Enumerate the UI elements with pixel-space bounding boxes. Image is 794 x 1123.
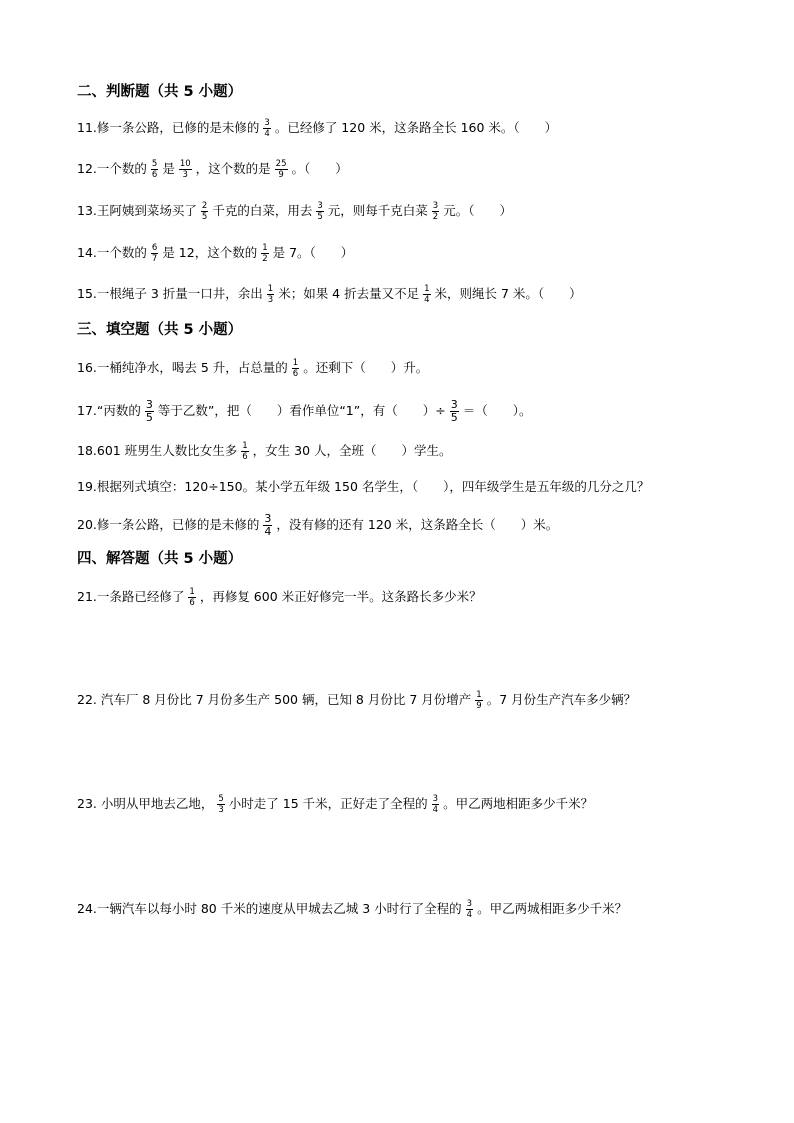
question-14 (77, 243, 353, 264)
q12-text-e: 。（ ） (291, 161, 348, 176)
q12-fraction-1 (151, 159, 158, 180)
numerator: 5 (218, 794, 224, 804)
question-16 (77, 358, 428, 379)
denominator: 7 (151, 254, 158, 264)
q21-fraction (188, 587, 195, 608)
q14-text-a: 14.一个数的 (77, 245, 147, 260)
question-20 (77, 513, 558, 538)
q13-text-b: 千克的白菜，用去 (212, 203, 313, 218)
q22-text-b: 。7 月份生产汽车多少辆？ (486, 692, 637, 707)
question-17 (77, 399, 531, 424)
numerator: 1 (242, 441, 248, 451)
q20-fraction (263, 513, 272, 538)
q17-fraction-1 (145, 399, 154, 424)
q15-text-a: 15.一根绳子 3 折量一口井，余出 (77, 286, 263, 301)
q20-text-a: 20.修一条公路，已修的是未修的 (77, 517, 260, 532)
q11-fraction (263, 118, 270, 139)
q23-text-c: 。甲乙两地相距多少千米？ (443, 796, 594, 811)
question-21 (77, 587, 482, 608)
numerator: 3 (432, 794, 439, 804)
q20-text-b: ，没有修的还有 120 米，这条路全长（ ）米。 (276, 517, 559, 532)
numerator: 3 (432, 201, 439, 211)
q17-fraction-2 (450, 399, 459, 424)
q13-fraction-3 (432, 201, 439, 222)
q17-text-c: ＝（ ）。 (462, 403, 532, 418)
denominator: 4 (264, 525, 272, 538)
denominator: 4 (264, 129, 270, 139)
q18-text-a: 18.601 班男生人数比女生多 (77, 443, 238, 458)
numerator: 3 (264, 118, 270, 128)
denominator: 5 (145, 411, 153, 424)
denominator: 3 (182, 170, 188, 180)
q18-text-b: ，女生 30 人，全班（ ）学生。 (252, 443, 452, 458)
q14-fraction-2 (261, 243, 268, 264)
denominator: 9 (278, 170, 284, 180)
numerator: 1 (189, 587, 195, 597)
q15-text-b: 米；如果 4 折去量又不足 (278, 286, 420, 301)
q15-text-c: 米，则绳长 7 米。（ ） (434, 286, 582, 301)
q22-text-a: 22. 汽车厂 8 月份比 7 月份多生产 500 辆，已知 8 月份比 7 月份增产 (77, 692, 472, 707)
q17-text-a: 17.“丙数的 (77, 403, 141, 418)
q12-fraction-3 (275, 159, 288, 180)
q18-fraction (241, 441, 248, 462)
numerator: 25 (275, 159, 287, 169)
q19-text-a: 19.根据列式填空：120÷150。某小学五年级 150 名学生，（ ），四年级学生是五年级的几分之几？ (77, 479, 650, 494)
denominator: 3 (267, 295, 274, 305)
question-23 (77, 794, 593, 815)
denominator: 6 (242, 452, 248, 462)
numerator: 1 (262, 243, 268, 253)
denominator: 5 (317, 212, 323, 222)
q13-fraction-1 (201, 201, 208, 222)
q23-fraction-1 (217, 794, 224, 815)
denominator: 5 (201, 212, 208, 222)
q22-fraction (475, 690, 482, 711)
numerator: 3 (145, 398, 153, 411)
q14-text-c: 是 7。（ ） (272, 245, 354, 260)
denominator: 2 (262, 254, 268, 264)
denominator: 2 (432, 212, 439, 222)
denominator: 4 (466, 910, 473, 920)
numerator: 5 (151, 159, 158, 169)
numerator: 1 (267, 284, 274, 294)
section-title-fill: 三、填空题（共 5 小题） (77, 322, 243, 338)
q13-fraction-2 (316, 201, 323, 222)
q15-fraction-2 (423, 284, 430, 305)
q13-text-e: 元。（ ） (443, 203, 512, 218)
numerator: 1 (292, 358, 299, 368)
numerator: 3 (317, 201, 323, 211)
numerator: 6 (151, 243, 158, 253)
q12-text-b: 是 (162, 161, 175, 176)
q24-fraction (466, 899, 473, 920)
q14-text-b: 是 12，这个数的 (162, 245, 258, 260)
q23-text-b: 小时走了 15 千米，正好走了全程的 (228, 796, 428, 811)
question-24 (77, 899, 627, 920)
question-13 (77, 201, 512, 222)
q11-text-a: 11.修一条公路，已修的是未修的 (77, 120, 260, 135)
q17-text-b: 等于乙数”，把（ ）看作单位“1”，有（ ）÷ (157, 403, 446, 418)
denominator: 5 (450, 411, 458, 424)
q23-fraction-2 (432, 794, 439, 815)
q13-text-a: 13.王阿姨到菜场买了 (77, 203, 197, 218)
q16-text-a: 16.一桶纯净水，喝去 5 升，占总量的 (77, 360, 288, 375)
question-12 (77, 159, 348, 180)
q12-text-a: 12.一个数的 (77, 161, 147, 176)
denominator: 3 (218, 805, 224, 815)
numerator: 10 (179, 159, 191, 169)
question-11 (77, 118, 557, 139)
q12-text-c: ，这个数的是 (195, 161, 271, 176)
denominator: 6 (189, 598, 195, 608)
denominator: 4 (432, 805, 439, 815)
q16-fraction (292, 358, 299, 379)
denominator: 6 (292, 369, 299, 379)
section-title-answer: 四、解答题（共 5 小题） (77, 551, 243, 567)
q23-text-a: 23. 小明从甲地去乙地， (77, 796, 214, 811)
q21-text-b: ，再修复 600 米正好修完一半。这条路长多少米？ (199, 589, 482, 604)
question-22 (77, 690, 636, 711)
question-19 (77, 477, 649, 497)
denominator: 6 (151, 170, 158, 180)
question-15 (77, 284, 582, 305)
numerator: 2 (201, 201, 208, 211)
q24-text-b: 。甲乙两城相距多少千米？ (477, 901, 628, 916)
denominator: 9 (476, 701, 482, 711)
q14-fraction-1 (151, 243, 158, 264)
q24-text-a: 24.一辆汽车以每小时 80 千米的速度从甲城去乙城 3 小时行了全程的 (77, 901, 462, 916)
numerator: 3 (466, 899, 473, 909)
q12-fraction-2 (179, 159, 192, 180)
question-18 (77, 441, 452, 462)
numerator: 3 (450, 398, 458, 411)
q16-text-b: 。还剩下（ ）升。 (303, 360, 429, 375)
numerator: 3 (264, 512, 272, 525)
q11-text-b: 。已经修了 120 米，这条路全长 160 米。（ ） (274, 120, 558, 135)
numerator: 1 (424, 284, 430, 294)
q15-fraction-1 (267, 284, 274, 305)
denominator: 4 (424, 295, 430, 305)
q13-text-c: 元，则每千克白菜 (327, 203, 428, 218)
q21-text-a: 21.一条路已经修了 (77, 589, 185, 604)
numerator: 1 (476, 690, 482, 700)
section-title-judge: 二、判断题（共 5 小题） (77, 84, 243, 100)
